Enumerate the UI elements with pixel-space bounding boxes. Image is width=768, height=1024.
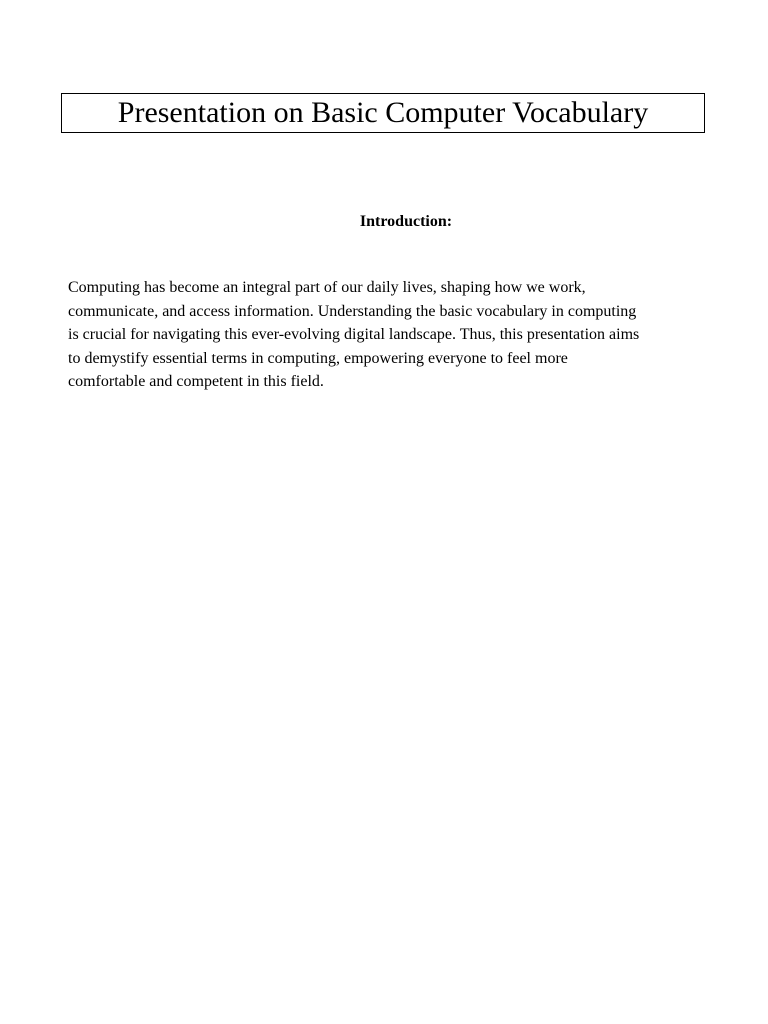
intro-line-4: to demystify essential terms in computing, empowering everyone to feel more — [68, 349, 568, 367]
intro-line-1: Computing has become an integral part of our daily lives, shaping how we work, — [68, 279, 586, 296]
document-title: Presentation on Basic Computer Vocabulary — [117, 96, 649, 129]
intro-line-3: is crucial for navigating this ever-evolving digital landscape. Thus, this presentation aims — [68, 326, 640, 343]
section-heading-introduction: Introduction: — [359, 213, 453, 230]
intro-line-2: communicate, and access information. Understanding the basic vocabulary in computing — [68, 302, 637, 320]
intro-line-5: comfortable and competent in this field. — [68, 373, 324, 390]
intro-paragraph — [68, 276, 708, 394]
title-box — [61, 93, 705, 133]
